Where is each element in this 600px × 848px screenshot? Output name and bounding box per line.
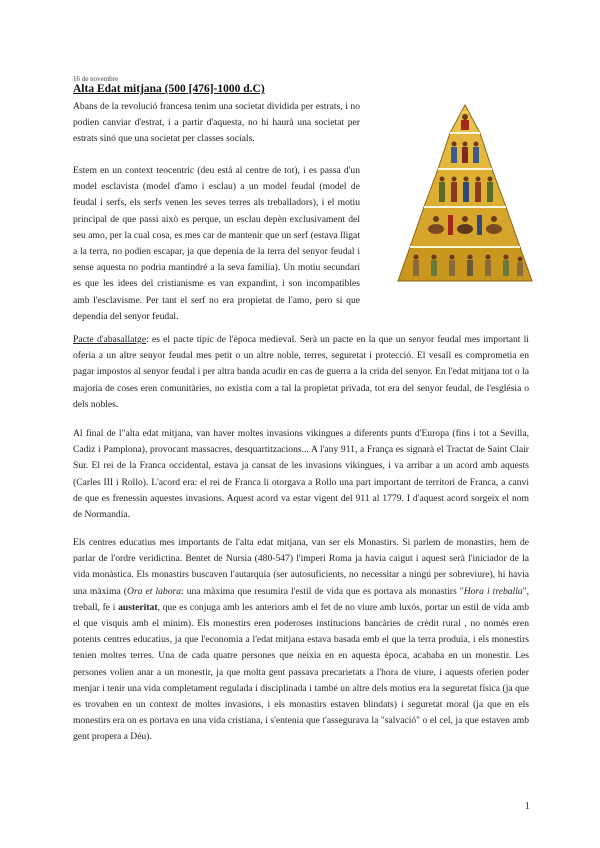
term-vassalage-pact: Pacte d'abasallatge <box>73 334 147 345</box>
feudal-pyramid-illustration <box>396 99 534 285</box>
motto-latin: Ora et labora <box>127 585 182 597</box>
term-austerity: austeritat <box>118 601 158 613</box>
monasteries-text-d: , que es conjuga amb les anteriors amb el fet de no viure amb luxós, portar un estil de vida amb el que visquis amb el mínim). Els monestirs eren poderoses institucions bancàries de crèdit rural , no només eren potents centres educatius, ja que l'economia a l'edat mitjana estava basada emb el que la terra produïa, i els monestirs tenien moltes terres. Una de cada quatre persones que neixia en en aquesta època, acababa en un monestir. Les persones volien anar a un monestir, ja que molta gent passava precarietats a l'hora de viure, i aquests oferien poder menjar i tenir una vida completament regulada i disciplinada i també un altre dels motius era la seguretat física (ja que es trovaben en un context de moltes invasions, i els monastirs estaven blindats) i seguretat moral (ja que en els monestirs era on es portava en una vida cristiana, i s'entenia que t'assegurava la "salvació" o el cel, ja que estaven amb gent propera a Déu). <box>73 601 529 743</box>
vassalage-pact-text: : es el pacte típic de l'època medieval. Serà un pacte en la que un senyor feudal mes important li oferia a un altre senyor feudal mes petit o un altre noble, terres, seguretat i protecció. El vesall es comprometia en pagar impostos al senyor feudal i per altra banda acudir en cas de guerra a la crida del senyor. En l'edat mitjana tot o la majoria de coses eren comunitàries, no existia com a tal la propietat privada, tot era del senyor feudal, de l'església o dels nobles. <box>73 334 529 410</box>
monasteries-text-a: Els centres educatius mes importants de l'alta edat mitjana, van ser els Monastirs. Si parlem de monastirs, hem de parlar de l'ordre veridictina. Bentet de Nursia (480-547) l'imperi Roma ja havia caigut i aquest serà l'iniciador de la vida monàstica. Els monastirs buscaven l'autarquia (ser autosuficients, no necessitar a ningú per sobreviure), hi havia una màxima ( <box>73 537 529 597</box>
paragraph-feudal-model: Estem en un context teocentric (deu está al centre de tot), i es passa d'un model esclavista (model d'amo i esclau) a un model feudal (model de feudal i serfs, els serfs venen les seves terres als treballadors), i el motiu principal de que passi això es perque, un esclau depèn exclusivament del seu amo, per la cual cosa, es mes car de mantenir que un serf (estava lligat a la terra, no podien escapar, ja que depenia de la terra del senyor feudal i sense aquesta no podria mantindré a la seva familia). Un motiu secundari es que les idees del cristianisme es van expandint, i son incompatibles amb l'esclavisme. Per tant el serf no era propietat de l'amo, pero si que dependía del senyor feudal. <box>73 165 360 322</box>
paragraph-viking-invasions: Al final de l"alta edat mitjana, van haver moltes invasions vikingues a diferents punts d'Europa (fins i tot a Sevilla, Cadiz i Pamplona), provocant massacres, desquartitzacions... A l'any 911, a França es signarà el Tractat de Saint Clair Sur. El rei de la Franca occidental, estava ja cansat de les invasions vikingues, i va arribar a un acord amb aquests (Carles III i Rollo). L'acord era: el rei de Franca li otorgava a Rollo una part important de territori de Franca, a canvi de que es frenessin aquestes invasions. Aquest acord va estar vigent del 911 al 1779. I d'aquest acord sorgeix el nom de Normandía. <box>73 428 529 521</box>
page-number: 1 <box>524 800 530 812</box>
paragraph-intro: Abans de la revolució francesa tenim una societat dividida per estrats, i no podien canviar d'estrat, i a partir d'aquesta, no hi haurà una societat per estrats sinó que una societat per classes socials. <box>73 101 360 145</box>
monasteries-text-b: : una màxima que resumira l'estil de vida que es portava als monastirs " <box>181 585 464 597</box>
page-title: Alta Edat mitjana (500 [476]-1000 d.C) <box>73 83 265 95</box>
monasteries-text-c: ", treball, fe i <box>73 585 530 613</box>
paragraph-vassalage-pact <box>73 332 529 413</box>
pyramid-icon <box>396 99 534 285</box>
motto-catalan: Hora i treballa <box>463 585 523 597</box>
note-date: 16 de novembre <box>73 75 119 83</box>
paragraph-monasteries <box>73 535 529 746</box>
